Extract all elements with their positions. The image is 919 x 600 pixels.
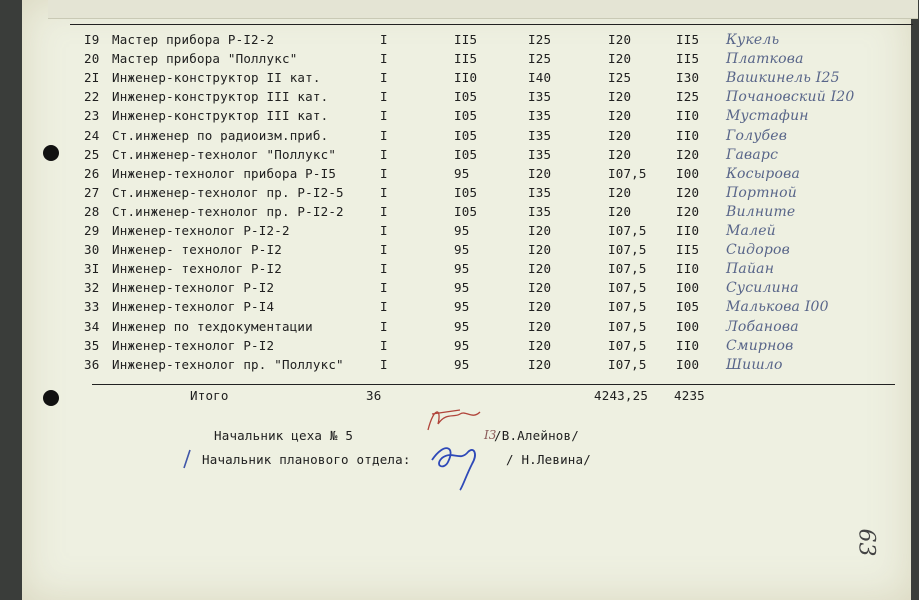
- row-number: 33: [84, 299, 100, 315]
- row-position: Ст.инженер-технолог "Поллукс": [112, 146, 337, 162]
- row-value-c3: I20: [608, 203, 632, 219]
- row-handwritten-signature: Лобанова: [726, 318, 799, 335]
- table-row: [22, 261, 911, 280]
- row-handwritten-signature: Мустафин: [726, 108, 809, 125]
- row-value-c1: 95: [454, 299, 470, 315]
- bottom-rule: [92, 384, 895, 385]
- row-handwritten-signature: Голубев: [726, 127, 788, 144]
- row-value-c4: I00: [676, 280, 700, 296]
- row-number: 28: [84, 203, 100, 219]
- row-handwritten-signature: Малькова I00: [726, 299, 829, 316]
- table-row: [22, 185, 911, 204]
- row-value-c4: I20: [676, 203, 700, 219]
- row-number: 23: [84, 108, 100, 124]
- row-value-c2: I20: [528, 337, 552, 353]
- row-value-c2: I40: [528, 70, 552, 86]
- row-quantity: I: [380, 242, 388, 258]
- row-handwritten-signature: Косырова: [726, 165, 800, 182]
- table-row: [22, 204, 911, 223]
- row-number: 27: [84, 184, 100, 200]
- row-value-c2: I20: [528, 165, 552, 181]
- table-row: [22, 242, 911, 261]
- row-value-c3: I25: [608, 70, 632, 86]
- row-value-c3: I07,5: [608, 261, 647, 277]
- row-quantity: I: [380, 165, 388, 181]
- row-position: Ст.инженер-технолог пр. Р-I2-2: [112, 203, 344, 219]
- row-position: Инженер- технолог Р-I2: [112, 261, 282, 277]
- row-quantity: I: [380, 261, 388, 277]
- row-value-c1: II5: [454, 32, 478, 47]
- row-quantity: I: [380, 337, 388, 353]
- row-value-c1: 95: [454, 318, 470, 334]
- row-number: 26: [84, 165, 100, 181]
- row-value-c1: I05: [454, 127, 478, 143]
- row-position: Инженер-технолог прибора Р-I5: [112, 165, 337, 181]
- row-value-c4: I20: [676, 146, 700, 162]
- row-number: 32: [84, 280, 100, 296]
- row-value-c3: I20: [608, 108, 632, 124]
- row-value-c4: I00: [676, 356, 700, 372]
- row-value-c2: I20: [528, 261, 552, 277]
- row-handwritten-signature: Пайан: [726, 261, 775, 278]
- row-value-c1: 95: [454, 337, 470, 353]
- row-value-c2: I25: [528, 51, 552, 67]
- total-sum-c4: 4235: [674, 388, 705, 403]
- punch-hole-top: [43, 145, 59, 161]
- row-number: 34: [84, 318, 100, 334]
- page-number: 63: [853, 528, 879, 557]
- total-qty: 36: [366, 388, 382, 403]
- margin-tick-mark: [180, 448, 194, 470]
- row-position: Инженер-конструктор III кат.: [112, 89, 329, 105]
- row-value-c3: I20: [608, 184, 632, 200]
- row-value-c2: I20: [528, 318, 552, 334]
- row-quantity: I: [380, 203, 388, 219]
- row-value-c3: I07,5: [608, 242, 647, 258]
- row-number: 20: [84, 51, 100, 67]
- row-handwritten-signature: Вилните: [726, 203, 796, 220]
- row-quantity: I: [380, 89, 388, 105]
- row-value-c2: I20: [528, 280, 552, 296]
- row-quantity: I: [380, 184, 388, 200]
- row-value-c2: I35: [528, 184, 552, 200]
- row-number: 3I: [84, 261, 100, 277]
- row-value-c3: I20: [608, 89, 632, 105]
- row-quantity: I: [380, 51, 388, 67]
- row-handwritten-signature: Вашкинель I25: [726, 70, 840, 87]
- row-quantity: I: [380, 299, 388, 315]
- row-quantity: I: [380, 356, 388, 372]
- row-value-c1: 95: [454, 356, 470, 372]
- row-handwritten-signature: Малей: [726, 223, 776, 239]
- row-value-c3: I20: [608, 127, 632, 143]
- row-value-c1: II5: [454, 51, 478, 67]
- row-value-c3: I07,5: [608, 165, 647, 181]
- row-value-c4: I20: [676, 184, 700, 200]
- row-value-c1: 95: [454, 280, 470, 296]
- row-handwritten-signature: Гаварс: [726, 146, 779, 163]
- total-sum-c3: 4243,25: [594, 388, 649, 403]
- row-number: 35: [84, 337, 100, 353]
- row-value-c1: I05: [454, 184, 478, 200]
- row-value-c1: I05: [454, 108, 478, 124]
- row-quantity: I: [380, 223, 388, 238]
- row-number: 24: [84, 127, 100, 143]
- head-of-planning-name: / Н.Левина/: [506, 452, 591, 467]
- row-number: 22: [84, 89, 100, 105]
- head-signature-note: I3: [484, 428, 497, 442]
- table-row: [22, 70, 911, 89]
- row-value-c3: I07,5: [608, 223, 647, 238]
- row-handwritten-signature: Шишло: [726, 356, 783, 373]
- row-quantity: I: [380, 32, 388, 47]
- row-quantity: I: [380, 318, 388, 334]
- document-page: [22, 0, 911, 600]
- row-quantity: I: [380, 146, 388, 162]
- row-value-c4: I25: [676, 89, 700, 105]
- table-row: [22, 32, 911, 51]
- table-row: [22, 166, 911, 185]
- row-value-c4: II0: [676, 261, 700, 277]
- top-rule: [70, 24, 913, 25]
- row-value-c2: I35: [528, 127, 552, 143]
- planning-signature-scribble: [426, 432, 490, 494]
- row-value-c3: I07,5: [608, 299, 647, 315]
- table-row: [22, 89, 911, 108]
- table-row: [22, 223, 911, 242]
- row-position: Инженер-технолог пр. "Поллукс": [112, 356, 344, 372]
- row-value-c4: I05: [676, 299, 700, 315]
- row-value-c1: 95: [454, 165, 470, 181]
- table-row: [22, 51, 911, 70]
- row-value-c4: II0: [676, 108, 700, 124]
- row-value-c1: 95: [454, 261, 470, 277]
- table-row: [22, 299, 911, 318]
- row-handwritten-signature: Платкова: [726, 51, 804, 68]
- row-value-c2: I20: [528, 299, 552, 315]
- row-quantity: I: [380, 108, 388, 124]
- row-number: 25: [84, 146, 100, 162]
- row-number: 2I: [84, 70, 100, 86]
- head-of-planning-label: Начальник планового отдела:: [202, 452, 411, 467]
- table-row: [22, 280, 911, 299]
- row-value-c1: II0: [454, 70, 478, 86]
- row-position: Инженер- технолог Р-I2: [112, 242, 282, 258]
- row-value-c3: I07,5: [608, 280, 647, 296]
- row-value-c2: I35: [528, 146, 552, 162]
- row-position: Ст.инженер по радиоизм.приб.: [112, 127, 329, 143]
- row-value-c3: I07,5: [608, 337, 647, 353]
- table-row: [22, 128, 911, 147]
- head-of-shop-label: Начальник цеха № 5: [214, 428, 354, 443]
- previous-page-edge: [48, 0, 918, 19]
- row-quantity: I: [380, 280, 388, 296]
- row-position: Инженер-конструктор II кат.: [112, 70, 321, 86]
- row-number: 36: [84, 356, 100, 372]
- row-value-c4: I00: [676, 165, 700, 181]
- row-value-c2: I20: [528, 223, 552, 238]
- total-label: Итого: [190, 388, 229, 403]
- row-handwritten-signature: Смирнов: [726, 337, 794, 354]
- row-value-c3: I20: [608, 146, 632, 162]
- row-number: 29: [84, 223, 100, 238]
- head-of-shop-name: /В.Алейнов/: [494, 428, 579, 443]
- table-row: [22, 338, 911, 357]
- row-handwritten-signature: Сусилина: [726, 280, 799, 297]
- row-value-c1: 95: [454, 223, 470, 238]
- table-row: [22, 357, 911, 376]
- row-value-c4: I30: [676, 70, 700, 86]
- row-value-c2: I20: [528, 356, 552, 372]
- row-value-c3: I07,5: [608, 318, 647, 334]
- row-value-c4: II0: [676, 127, 700, 143]
- table-row: [22, 108, 911, 127]
- row-quantity: I: [380, 127, 388, 143]
- row-value-c3: I20: [608, 32, 632, 47]
- row-handwritten-signature: Кукель: [726, 32, 780, 48]
- row-position: Инженер по техдокументации: [112, 318, 313, 334]
- row-value-c4: II0: [676, 337, 700, 353]
- row-value-c2: I35: [528, 89, 552, 105]
- table-row: [22, 319, 911, 338]
- punch-hole-bottom: [43, 390, 59, 406]
- row-position: Инженер-технолог Р-I2: [112, 337, 275, 353]
- row-value-c3: I20: [608, 51, 632, 67]
- row-value-c4: II5: [676, 32, 700, 47]
- row-value-c1: I05: [454, 203, 478, 219]
- row-position: Мастер прибора "Поллукс": [112, 51, 298, 67]
- row-handwritten-signature: Портной: [726, 184, 797, 201]
- row-value-c2: I35: [528, 203, 552, 219]
- row-value-c4: II5: [676, 51, 700, 67]
- row-position: Инженер-технолог Р-I4: [112, 299, 275, 315]
- table-row: [22, 147, 911, 166]
- row-value-c4: II5: [676, 242, 700, 258]
- row-number: 30: [84, 242, 100, 258]
- row-position: Инженер-технолог Р-I2-2: [112, 223, 290, 238]
- row-value-c1: I05: [454, 146, 478, 162]
- row-value-c3: I07,5: [608, 356, 647, 372]
- row-value-c2: I35: [528, 108, 552, 124]
- row-position: Мастер прибора Р-I2-2: [112, 32, 275, 47]
- row-position: Инженер-технолог Р-I2: [112, 280, 275, 296]
- row-quantity: I: [380, 70, 388, 86]
- row-handwritten-signature: Сидоров: [726, 242, 790, 259]
- row-value-c4: II0: [676, 223, 700, 238]
- row-value-c1: I05: [454, 89, 478, 105]
- row-position: Инженер-конструктор III кат.: [112, 108, 329, 124]
- row-number: I9: [84, 32, 100, 47]
- row-value-c2: I20: [528, 242, 552, 258]
- row-value-c2: I25: [528, 32, 552, 47]
- row-value-c1: 95: [454, 242, 470, 258]
- row-value-c4: I00: [676, 318, 700, 334]
- row-position: Ст.инженер-технолог пр. Р-I2-5: [112, 184, 344, 200]
- row-handwritten-signature: Почановский I20: [726, 89, 855, 106]
